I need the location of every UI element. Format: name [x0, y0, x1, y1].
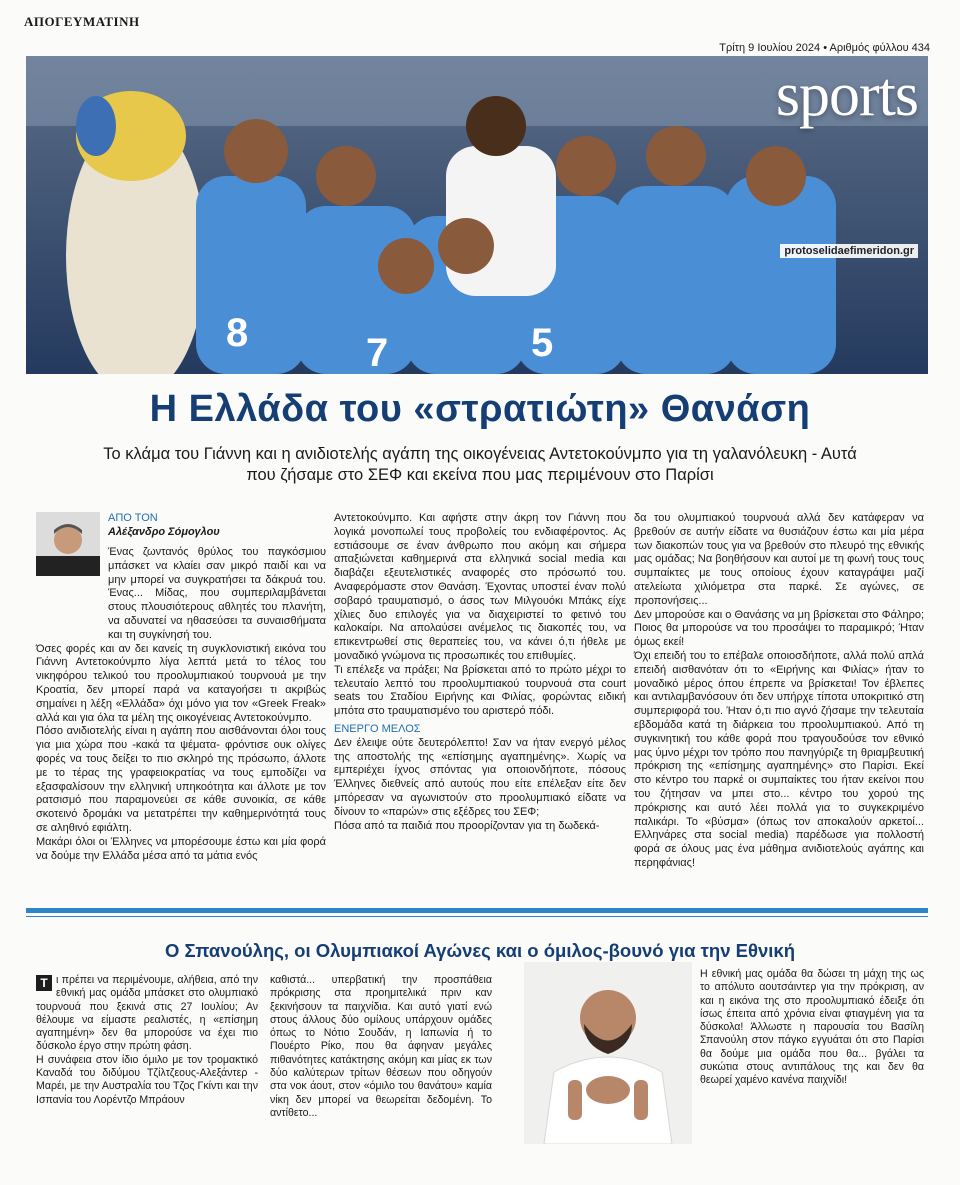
article-column-3: [634, 512, 924, 871]
sports-section-logo: sports: [775, 61, 918, 129]
article-column-1: [36, 512, 326, 863]
paragraph: Δεν μπορούσε και ο Θανάσης να μη βρίσκεται στο Φάληρο; Ποιος θα μπορούσε να του προσάψει το παραμικρό; Ήταν όμως εκεί!: [634, 608, 924, 649]
paragraph: Η εθνική μας ομάδα θα δώσει τη μάχη της ως το απόλυτο αουτσάιντερ για την πρόκριση, αν και η εικόνα της στο προολυμπιακό έδειξε ότι ίσως έπειτα από χρόνια είναι φτιαγμένη για τα δύσκολα! Άλλωστε η παρουσία του Βασίλη Σπανούλη στον πάγκο εγγυάται ότι στο Παρίσι θα δούμε μια ομάδα που θα... βγάλει τα συκώτια στους αντιπάλους της και δεν θα θεωρεί χαμένο κανένα παιχνίδι!: [700, 968, 924, 1087]
paragraph: δα του ολυμπιακού τουρνουά αλλά δεν κατάφεραν να βρεθούν σε αυτήν είδατε να θυσιάζουν έστω και μία μέρα των διακοπών τους για να βρεθούν στο πλευρό της εθνικής μας ομάδας; Να βοηθήσουν και αυτοί με τη φωνή τους τους συμπαίκτες με τους οποίους έχουν καταγράψει μαζί ατελείωτα χιλιόμετρα στα παρκέ. Σε αγώνες, σε προπονήσεις...: [634, 512, 924, 607]
author-photo: [36, 512, 100, 576]
hero-photo: [26, 56, 928, 374]
paragraph: Πόσο ανιδιοτελής είναι η αγάπη που αισθάνονται όλοι τους για μια χώρα που -κακά τα ψέματα- φρόντισε ουκ ολίγες φορές να τους δείξει το πιο σκληρό της πρόσωπο, άλλοτε με το τέρας της γραφειοκρατίας να τους εμποδίζει να εξασφαλίσουν την ελληνική υπηκοότητα και άλλοτε με τον ρατσισμό που παραμονεύει σε κάθε συνοικία, σε κάθε σκοτεινό δρομάκι να μετατρέπει την καθημερινότητά τους σε αληθινό εφιάλτη.: [36, 725, 326, 834]
dropcap: Τ: [36, 975, 52, 991]
masthead-paper-name: ΑΠΟΓΕΥΜΑΤΙΝΗ: [24, 14, 140, 29]
watermark: protoselidaefimeridon.gr: [780, 244, 918, 258]
paragraph: Η συνάφεια στον ίδιο όμιλο με τον τρομακτικό Καναδά του διδύμου Τζίλτζεους-Αλεξάντερ - Μαρέι, με την Αυστραλία του Τζος Γκίντι και την Ισπανία του Λορέντζο Μπράουν: [36, 1053, 258, 1106]
paragraph: Ένας ζωντανός θρύλος του παγκόσμιου μπάσκετ να κλαίει σαν μικρό παιδί και να μην μπορεί να συγκρατήσει τα δάκρυά του. Ένας... Μίδας, που συμπεριλαμβάνεται στους πλουσιότερους αθλητές του πλανήτη, να αδυνατεί να ηθασεύσει τα συναισθήματα και τη συγκίνησή του.: [108, 546, 326, 641]
author-kicker: ΑΠΟ ΤΟΝ: [108, 512, 158, 524]
second-article-column-2: [270, 974, 492, 1120]
svg-text:8: 8: [226, 311, 249, 355]
coach-photo: [524, 962, 692, 1144]
paragraph: Όσες φορές και αν δει κανείς τη συγκλονιστική εικόνα του Γιάννη Αντετοκούνμπο λίγα λεπτά μετά το τέλος του νικηφόρου τελικού του προολυμπιακού τουρνουά με την Κροατία, δεν μπορεί παρά να καταγοήσει τι ακριβώς σημαίνει η λέξη «Ελλάδα» όχι μόνο για τον «Greek Freak» αλλά και για όλα τα μέλη της οικογένειας Αντετοκούνμπο.: [36, 642, 326, 724]
svg-text:5: 5: [531, 321, 554, 365]
second-article-headline: Ο Σπανούλης, οι Ολυμπιακοί Αγώνες και ο όμιλος-βουνό για την Εθνική: [164, 940, 796, 961]
paragraph: Αντετοκούνμπο. Και αφήστε στην άκρη τον Γιάννη που λογικά μονοπωλεί τους προβολείς του ενδιαφέροντος. Ας εστιάσουμε σε έναν άνθρωπο που ακόμη και σήμερα απαξιώνεται καθημερινά στα ελληνικά social media και διαβάζει εξευτελιστικές αναφορές στο πρόσωπό του. Αναφερόμαστε στον Θανάση. Έχοντας υποστεί έναν πολύ σοβαρό τραυματισμό, ο άσος των Μιλγουόκι Μπάκς είχε χίλιες δυο επιλογές για να διαχειριστεί το φετινό του καλοκαίρι. Να απολαύσει ανέμελος τις διακοπές του, να επικεντρωθεί στις θεραπείες του, να κάνει ό,τι ήθελε με μοναδικό γνώμονα τις προσωπικές του επιθυμίες.: [334, 512, 626, 662]
article-column-2: [334, 512, 626, 833]
section-kicker: ΕΝΕΡΓΟ ΜΕΛΟΣ: [334, 722, 421, 735]
paragraph: καθιστά... υπερβατική την προσπάθεια πρόκρισης στα προημιτελικά πριν καν ξεκινήσουν τα παιχνίδια. Και αυτό γιατί ενώ στους άλλους δύο ομίλους υπάρχουν ομάδες όπως το Νότιο Σουδάν, η Ιαπωνία ή το Πουέρτο Ρίκο, που θα άφηναν μεγάλες πιθανότητες κατάκτησης ακόμη και μίας εκ των δύο καλύτερων τρίτων θέσεων που οδηγούν στα νοκ άουτ, στον «όμιλο του θανάτου» καμία νίκη δεν μπορεί να θεωρείται δεδομένη. Το αντίθετο...: [270, 974, 492, 1119]
issue-line: Τρίτη 9 Ιουλίου 2024 • Αριθμός φύλλου 434: [719, 42, 930, 54]
article-headline: Η Ελλάδα του «στρατιώτη» Θανάση: [149, 388, 811, 430]
author-name: Αλέξανδρο Σόμογλου: [108, 525, 220, 538]
paragraph: Μακάρι όλοι οι Έλληνες να μπορέσουμε έστω και μία φορά να δούμε την Ελλάδα μέσα από τα μάτια ενός: [36, 835, 326, 862]
paragraph: Τ ι πρέπει να περιμένουμε, αλήθεια, από την εθνική μας ομάδα μπάσκετ στο ολυμπιακό τουρνουά που ξεκινά στις 27 Ιουλίου; Αν θέλουμε να είμαστε ρεαλιστές, η «επίσημη αγαπημένη» δεν θα μπορούσε να έχει πιο δύσκολο έργο στην πρώτη φάση.: [36, 974, 258, 1053]
paragraph: Πόσα από τα παιδιά που προορίζονταν για τη δωδεκά-: [334, 819, 600, 832]
paragraph: Δεν έλειψε ούτε δευτερόλεπτο! Σαν να ήταν ενεργό μέλος της αποστολής της «επίσημης αγαπημένης». Χωρίς να εμπεριέχει ίχνος σπόντας για οποιονδήποτε, πόσους Έλληνες διεθνείς από αυτούς που είτε επέλεξαν είτε δεν μπόρεσαν να αγωνιστούν στο προολυμπιακό είδατε να δίνουν το «παρών» στις εξέδρες του ΣΕΦ;: [334, 736, 626, 818]
svg-text:7: 7: [366, 331, 389, 374]
paragraph: Τι επέλεξε να πράξει; Να βρίσκεται από το πρώτο μέχρι το τελευταίο λεπτό του προολυμπιακού τουρνουά στα court seats του Σταδίου Ειρήνης και Φιλίας, φορώντας ειδική μπότα στο τραυματισμένο του αριστερό πόδι.: [334, 663, 626, 718]
second-article-column-1: [36, 974, 258, 1107]
section-divider: [26, 908, 928, 913]
second-article-column-3: [700, 968, 924, 1088]
section-divider-thin: [26, 916, 928, 917]
paragraph: Όχι επειδή του το επέβαλε οποιοσδήποτε, αλλά πολύ απλά επειδή αισθανόταν ότι το «Ειρήνης και Φιλίας» ήταν το μοναδικό μέρος όπου έπρεπε να βρίσκεται! Τον έβλεπες και αντιλαμβανόσουν ότι δεν υπήρχε τίποτα υποκριτικό στη συμπεριφορά του. Ήταν ό,τι πιο αγνό ζήσαμε την τελευταία εβδομάδα κατά τη διάρκεια του προολυμπιακού. Από τη συγκινητική του κάθε φορά που τραγουδούσε τον εθνικό μας ύμνο μέχρι τον τρόπο που πανηγύριζε τη θριαμβευτική πρόκριση της «επίσημης αγαπημένης» στο Παρίσι. Εκεί στο κέντρο του παρκέ οι συμπαίκτες του ήταν εκείνοι που του ζήτησαν να μπει στο... κέντρο του χορού της πρόκρισης και αυτό λέει πολλά για το συγκεκριμένο παλικάρι. Το «βύσμα» (όπως τον αποκαλούν αρκετοί... Ελληνάρες στα social media) παρέδωσε για πολλοστή φορά σε όλους μας ένα μάθημα ανιδιοτελούς αγάπης και περηφάνιας!: [634, 649, 924, 869]
article-subhead: Το κλάμα του Γιάννη και η ανιδιοτελής αγάπη της οικογένειας Αντετοκούνμπο για τη γαλανόλευκη - Αυτά που ζήσαμε στο ΣΕΦ και εκείνα που μας περιμένουν στο Παρίσι: [103, 445, 857, 484]
